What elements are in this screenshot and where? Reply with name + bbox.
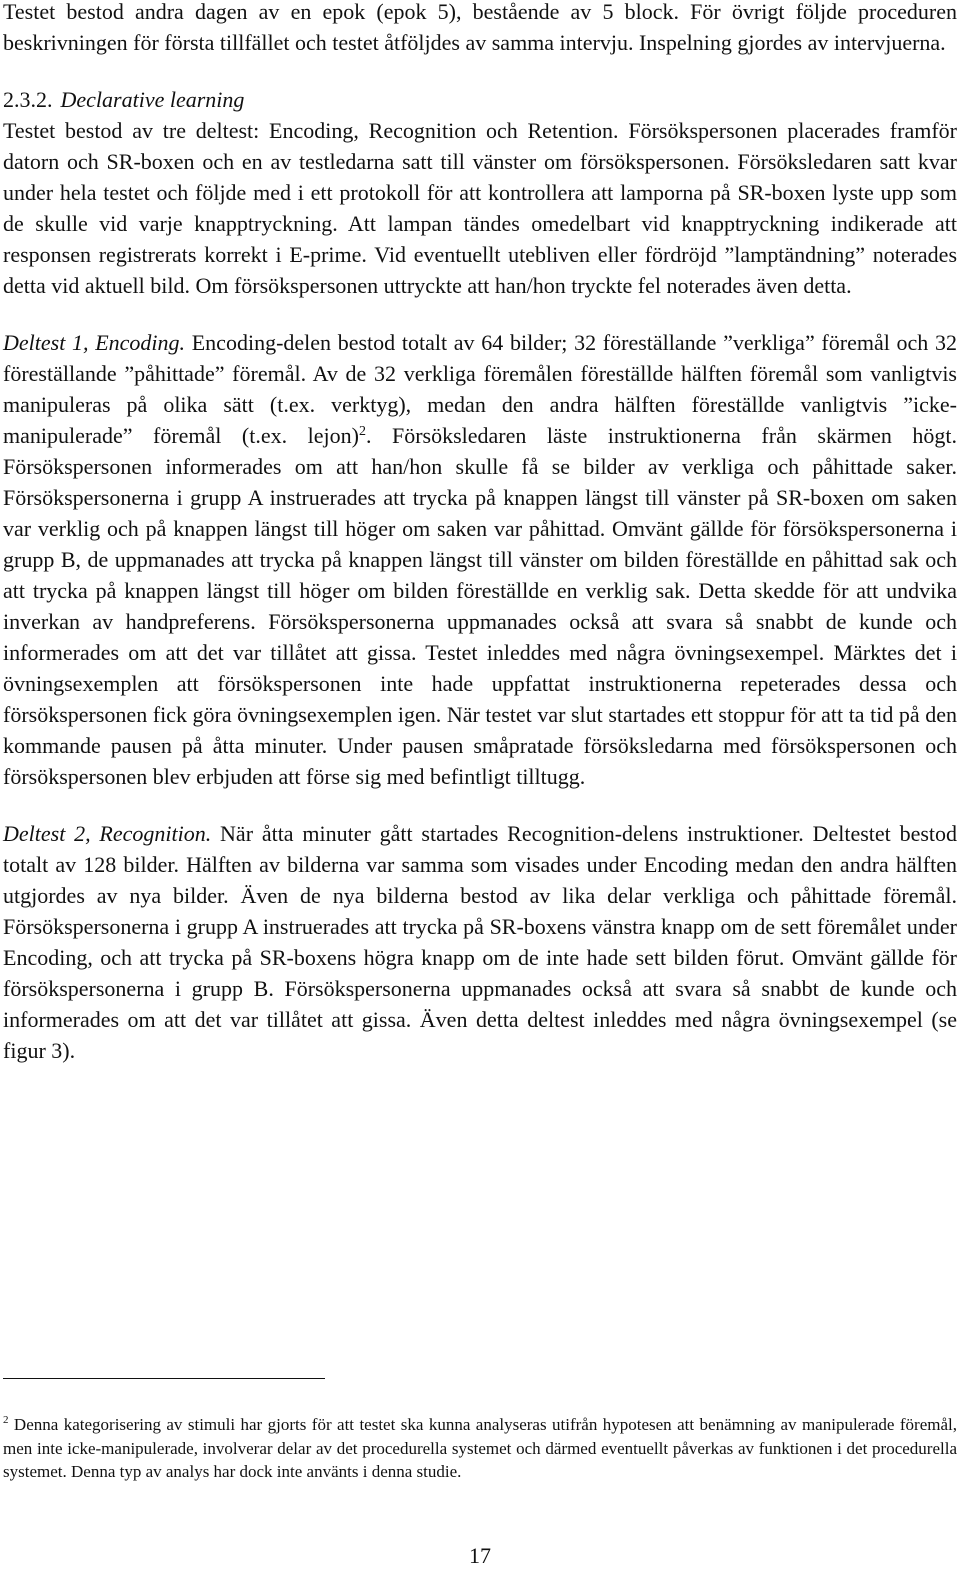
section-title: Declarative learning xyxy=(60,87,245,112)
intro-paragraph: Testet bestod andra dagen av en epok (epok 5), bestående av 5 block. För övrigt följde proceduren beskrivningen för första tillfället och testet åtföljdes av samma intervju. Inspelning gjordes av intervjuerna. xyxy=(3,0,957,55)
recognition-text: När åtta minuter gått startades Recognition-delens instruktioner. Deltestet bestod totalt av 128 bilder. Hälften av bilderna var samma som visades under Encoding medan den andra hälften utgjordes av nya bilder. Även de nya bilderna bestod av lika delar verkliga och påhittade föremål. Försökspersonerna i grupp A instruerades att trycka på SR-boxens vänstra knapp om de sett föremålet under Encoding, och att trycka på SR-boxens högra knapp om de inte hade sett bilden förut. Omvänt gällde för försökspersonerna i grupp B. Försökspersonerna uppmanades också att svara så snabbt de kunde och informerades om att det var tillåtet att gissa. Även detta deltest inleddes med några övningsexempel (se figur 3). xyxy=(3,821,958,1063)
encoding-label: Deltest 1, Encoding. xyxy=(3,330,186,355)
encoding-text-2: . Försöksledaren läste instruktionerna från skärmen högt. Försökspersonen informerades om att han/hon skulle få se bilder av verkliga och påhittade saker. Försökspersonerna i grupp A instruerades att trycka på knappen längst till vänster på SR-boxen om saken var verklig och på knappen längst till höger om saken var påhittad. Omvänt gällde för försökspersonerna i grupp B, de uppmanades att trycka på knappen längst till vänster om bilden föreställde en påhittad sak och att trycka på knappen längst till höger om bilden föreställde en verklig sak. Detta skedde för att undvika inverkan av handpreferens. Försökspersonerna uppmanades också att svara så snabbt de kunde och informerades om att det var tillåtet att gissa. Testet inleddes med några övningsexempel. Märktes det i övningsexemplen att försökspersonen inte hade uppfattat instruktionerna repeterades dessa och försökspersonen fick göra övningsexemplen igen. När testet var slut startades ett stoppur för att ta tid på den kommande pausen på åtta minuter. Under pausen småpratade försöksledarna med försökspersonen och försökspersonen blev erbjuden att förse sig med befintligt tilltugg. xyxy=(3,423,957,789)
page-number: 17 xyxy=(469,1543,491,1568)
footnote-separator xyxy=(3,1378,325,1379)
footnote-reference: 2 xyxy=(358,424,366,439)
method-paragraph: Testet bestod av tre deltest: Encoding, Recognition och Retention. Försökspersonen placerades framför datorn och SR-boxen och en av testledarna satt till vänster om försökspersonen. Försöksledaren satt kvar under hela testet och följde med i ett protokoll för att kontrollera att lamporna på SR-boxen lyste upp som de skulle vid varje knapptryckning. Att lampan tändes omedelbart vid knapptryckning indikerade att responsen registrerats korrekt i E-prime. Vid eventuellt utebliven eller fördröjd ”lamptändning” noterades detta vid aktuell bild. Om försökspersonen uttryckte att han/hon tryckte fel noterades även detta. xyxy=(3,118,957,298)
section-number: 2.3.2. xyxy=(3,87,53,112)
footnote xyxy=(3,1413,957,1484)
section-heading xyxy=(3,84,957,115)
encoding-paragraph xyxy=(3,327,957,792)
recognition-paragraph xyxy=(3,818,957,1066)
recognition-label: Deltest 2, Recognition. xyxy=(3,821,212,846)
page-body xyxy=(3,0,957,1066)
footnote-marker: 2 xyxy=(3,1414,9,1426)
encoding-text-1: Encoding-delen bestod totalt av 64 bilder; 32 föreställande ”verkliga” föremål och 32 föreställande ”påhittade” föremål. Av de 32 verkliga föremålen föreställde hälften föremål som vanligtvis manipuleras på olika sätt (t.ex. verktyg), medan den andra hälften föreställde vanligtvis ”icke-manipulerade” föremål (t.ex. lejon) xyxy=(3,330,957,448)
footnote-text: Denna kategorisering av stimuli har gjorts för att testet ska kunna analyseras utifrån hypotesen att benämning av manipulerade föremål, men inte icke-manipulerade, involverar delar av det procedurella systemet och därmed eventuellt påverkas av funktionen i det procedurella systemet. Denna typ av analys har dock inte använts i denna studie. xyxy=(3,1415,957,1481)
